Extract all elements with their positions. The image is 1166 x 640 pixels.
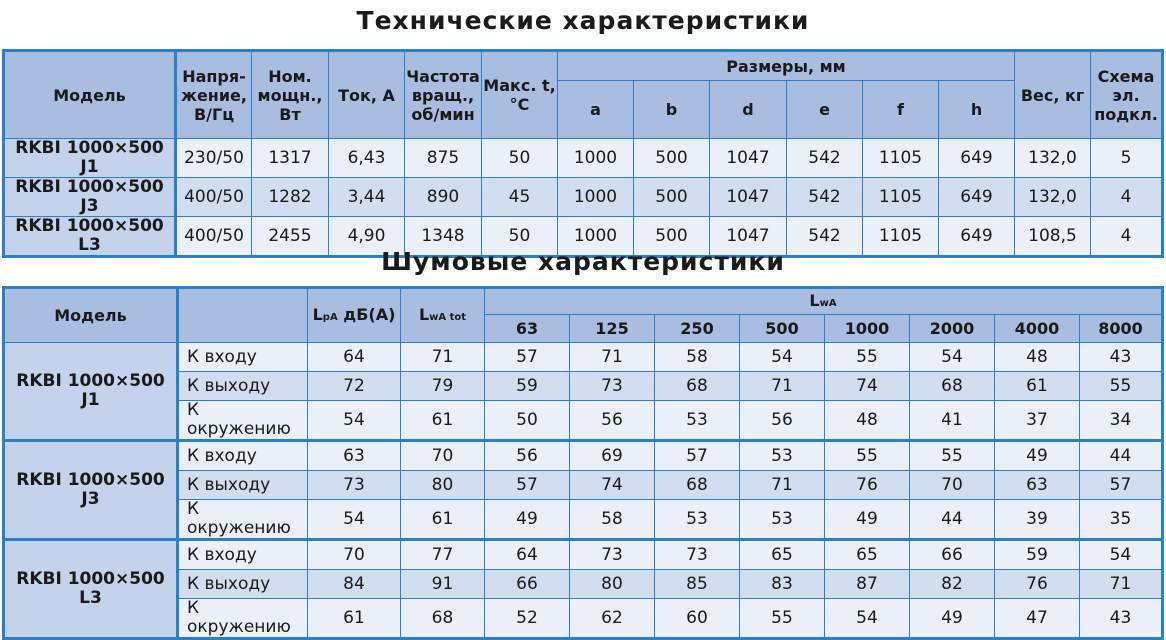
value-cell: 649 bbox=[939, 217, 1015, 257]
table-row bbox=[4, 500, 1163, 540]
value-cell: 4,90 bbox=[329, 217, 405, 257]
value-cell: 48 bbox=[825, 401, 910, 441]
value-cell: 71 bbox=[740, 372, 825, 401]
direction-cell: К выходу bbox=[178, 372, 308, 401]
header-freq: 1000 bbox=[825, 315, 910, 343]
value-cell: 76 bbox=[825, 471, 910, 500]
value-cell: 72 bbox=[308, 372, 401, 401]
value-cell: 43 bbox=[1080, 343, 1163, 372]
value-cell: 60 bbox=[655, 599, 740, 639]
noise-title: Шумовые характеристики bbox=[381, 247, 785, 276]
value-cell: 39 bbox=[995, 500, 1080, 540]
value-cell: 52 bbox=[485, 599, 570, 639]
value-cell: 77 bbox=[401, 540, 485, 570]
table-row bbox=[4, 471, 1163, 500]
table-row bbox=[4, 372, 1163, 401]
value-cell: 61 bbox=[308, 599, 401, 639]
value-cell: 45 bbox=[482, 178, 558, 217]
value-cell: 68 bbox=[655, 372, 740, 401]
header-model: Модель bbox=[4, 51, 176, 139]
header-freq: 250 bbox=[655, 315, 740, 343]
value-cell: 65 bbox=[740, 540, 825, 570]
value-cell: 542 bbox=[787, 139, 863, 178]
value-cell: 54 bbox=[1080, 540, 1163, 570]
header-model: Модель bbox=[4, 288, 178, 343]
value-cell: 84 bbox=[308, 570, 401, 599]
value-cell: 73 bbox=[570, 372, 655, 401]
value-cell: 49 bbox=[995, 441, 1080, 471]
direction-cell: К окружению bbox=[178, 401, 308, 441]
table-row bbox=[4, 178, 1163, 217]
value-cell: 35 bbox=[1080, 500, 1163, 540]
direction-cell: К входу bbox=[178, 441, 308, 471]
value-cell: 649 bbox=[939, 139, 1015, 178]
value-cell: 49 bbox=[485, 500, 570, 540]
model-cell: RKBI 1000×500 J1 bbox=[4, 343, 178, 441]
value-cell: 63 bbox=[308, 441, 401, 471]
value-cell: 57 bbox=[485, 343, 570, 372]
value-cell: 54 bbox=[825, 599, 910, 639]
value-cell: 50 bbox=[482, 217, 558, 257]
value-cell: 4 bbox=[1091, 178, 1163, 217]
tech-table bbox=[2, 49, 1164, 258]
value-cell: 132,0 bbox=[1015, 139, 1091, 178]
lpa-unit: дБ(А) bbox=[337, 304, 396, 324]
value-cell: 71 bbox=[401, 343, 485, 372]
value-cell: 85 bbox=[655, 570, 740, 599]
tech-title: Технические характеристики bbox=[356, 6, 810, 35]
table-row bbox=[4, 441, 1163, 471]
header-freq: 63 bbox=[485, 315, 570, 343]
value-cell: 37 bbox=[995, 401, 1080, 441]
value-cell: 500 bbox=[634, 217, 710, 257]
value-cell: 48 bbox=[995, 343, 1080, 372]
value-cell: 71 bbox=[1080, 570, 1163, 599]
value-cell: 875 bbox=[405, 139, 482, 178]
value-cell: 54 bbox=[308, 500, 401, 540]
value-cell: 68 bbox=[910, 372, 995, 401]
value-cell: 500 bbox=[634, 178, 710, 217]
value-cell: 74 bbox=[570, 471, 655, 500]
value-cell: 1000 bbox=[558, 178, 634, 217]
header-a: a bbox=[558, 81, 634, 139]
header-scheme: Схема эл. подкл. bbox=[1091, 51, 1163, 139]
value-cell: 1282 bbox=[252, 178, 329, 217]
value-cell: 230/50 bbox=[176, 139, 252, 178]
table-row bbox=[4, 139, 1163, 178]
value-cell: 55 bbox=[740, 599, 825, 639]
header-dims: Размеры, мм bbox=[558, 51, 1015, 81]
value-cell: 59 bbox=[995, 540, 1080, 570]
value-cell: 55 bbox=[910, 441, 995, 471]
value-cell: 1047 bbox=[710, 139, 787, 178]
value-cell: 68 bbox=[401, 599, 485, 639]
value-cell: 74 bbox=[825, 372, 910, 401]
value-cell: 82 bbox=[910, 570, 995, 599]
header-voltage: Напря-жение, В/Гц bbox=[176, 51, 252, 139]
value-cell: 1348 bbox=[405, 217, 482, 257]
value-cell: 2455 bbox=[252, 217, 329, 257]
value-cell: 54 bbox=[740, 343, 825, 372]
header-power: Ном. мощн., Вт bbox=[252, 51, 329, 139]
value-cell: 66 bbox=[910, 540, 995, 570]
table-row bbox=[4, 401, 1163, 441]
direction-cell: К выходу bbox=[178, 471, 308, 500]
header-lwatot bbox=[401, 288, 485, 343]
value-cell: 53 bbox=[740, 500, 825, 540]
value-cell: 890 bbox=[405, 178, 482, 217]
value-cell: 50 bbox=[482, 139, 558, 178]
value-cell: 79 bbox=[401, 372, 485, 401]
value-cell: 56 bbox=[485, 441, 570, 471]
value-cell: 73 bbox=[570, 540, 655, 570]
value-cell: 73 bbox=[655, 540, 740, 570]
value-cell: 1000 bbox=[558, 217, 634, 257]
lpa-l: L bbox=[312, 304, 323, 324]
value-cell: 58 bbox=[655, 343, 740, 372]
header-freq: 500 bbox=[740, 315, 825, 343]
value-cell: 57 bbox=[1080, 471, 1163, 500]
header-weight: Вес, кг bbox=[1015, 51, 1091, 139]
value-cell: 66 bbox=[485, 570, 570, 599]
model-cell: RKBI 1000×500 J3 bbox=[4, 178, 176, 217]
value-cell: 6,43 bbox=[329, 139, 405, 178]
value-cell: 1105 bbox=[863, 178, 939, 217]
header-d: d bbox=[710, 81, 787, 139]
value-cell: 49 bbox=[825, 500, 910, 540]
header-direction bbox=[178, 288, 308, 343]
value-cell: 64 bbox=[308, 343, 401, 372]
value-cell: 56 bbox=[740, 401, 825, 441]
lpa-sub: pA bbox=[322, 311, 338, 323]
value-cell: 71 bbox=[740, 471, 825, 500]
value-cell: 649 bbox=[939, 178, 1015, 217]
value-cell: 1105 bbox=[863, 217, 939, 257]
lwa-sub: wA bbox=[819, 297, 837, 309]
direction-cell: К окружению bbox=[178, 500, 308, 540]
value-cell: 87 bbox=[825, 570, 910, 599]
direction-cell: К выходу bbox=[178, 570, 308, 599]
direction-cell: К входу bbox=[178, 343, 308, 372]
value-cell: 50 bbox=[485, 401, 570, 441]
value-cell: 44 bbox=[1080, 441, 1163, 471]
header-freq: 8000 bbox=[1080, 315, 1163, 343]
value-cell: 53 bbox=[655, 500, 740, 540]
value-cell: 80 bbox=[401, 471, 485, 500]
header-freq: 2000 bbox=[910, 315, 995, 343]
value-cell: 54 bbox=[910, 343, 995, 372]
header-maxt: Макс. t, °С bbox=[482, 51, 558, 139]
header-speed: Частота вращ., об/мин bbox=[405, 51, 482, 139]
value-cell: 1105 bbox=[863, 139, 939, 178]
header-e: e bbox=[787, 81, 863, 139]
value-cell: 61 bbox=[401, 500, 485, 540]
value-cell: 400/50 bbox=[176, 217, 252, 257]
value-cell: 71 bbox=[570, 343, 655, 372]
value-cell: 58 bbox=[570, 500, 655, 540]
value-cell: 57 bbox=[655, 441, 740, 471]
value-cell: 1047 bbox=[710, 178, 787, 217]
model-cell: RKBI 1000×500 L3 bbox=[4, 540, 178, 639]
value-cell: 68 bbox=[655, 471, 740, 500]
value-cell: 69 bbox=[570, 441, 655, 471]
value-cell: 542 bbox=[787, 217, 863, 257]
header-lpa bbox=[308, 288, 401, 343]
header-freq: 4000 bbox=[995, 315, 1080, 343]
value-cell: 47 bbox=[995, 599, 1080, 639]
value-cell: 542 bbox=[787, 178, 863, 217]
lwatot-l: L bbox=[418, 304, 430, 324]
value-cell: 34 bbox=[1080, 401, 1163, 441]
lwa-l: L bbox=[809, 290, 820, 310]
value-cell: 3,44 bbox=[329, 178, 405, 217]
table-row bbox=[4, 570, 1163, 599]
value-cell: 70 bbox=[910, 471, 995, 500]
lwatot-sub: wA tot bbox=[429, 311, 467, 323]
value-cell: 83 bbox=[740, 570, 825, 599]
value-cell: 55 bbox=[825, 343, 910, 372]
model-cell: RKBI 1000×500 L3 bbox=[4, 217, 176, 257]
header-b: b bbox=[634, 81, 710, 139]
value-cell: 76 bbox=[995, 570, 1080, 599]
value-cell: 62 bbox=[570, 599, 655, 639]
noise-table bbox=[2, 286, 1164, 640]
value-cell: 80 bbox=[570, 570, 655, 599]
value-cell: 70 bbox=[401, 441, 485, 471]
value-cell: 57 bbox=[485, 471, 570, 500]
value-cell: 61 bbox=[995, 372, 1080, 401]
value-cell: 56 bbox=[570, 401, 655, 441]
header-lwa bbox=[485, 288, 1163, 315]
value-cell: 63 bbox=[995, 471, 1080, 500]
value-cell: 59 bbox=[485, 372, 570, 401]
value-cell: 43 bbox=[1080, 599, 1163, 639]
value-cell: 500 bbox=[634, 139, 710, 178]
value-cell: 53 bbox=[655, 401, 740, 441]
value-cell: 91 bbox=[401, 570, 485, 599]
value-cell: 4 bbox=[1091, 217, 1163, 257]
value-cell: 70 bbox=[308, 540, 401, 570]
value-cell: 1047 bbox=[710, 217, 787, 257]
header-freq: 125 bbox=[570, 315, 655, 343]
value-cell: 64 bbox=[485, 540, 570, 570]
direction-cell: К входу bbox=[178, 540, 308, 570]
value-cell: 1000 bbox=[558, 139, 634, 178]
header-current: Ток, А bbox=[329, 51, 405, 139]
table-row bbox=[4, 599, 1163, 639]
value-cell: 1317 bbox=[252, 139, 329, 178]
value-cell: 49 bbox=[910, 599, 995, 639]
value-cell: 132,0 bbox=[1015, 178, 1091, 217]
header-h: h bbox=[939, 81, 1015, 139]
table-row bbox=[4, 540, 1163, 570]
value-cell: 65 bbox=[825, 540, 910, 570]
table-row bbox=[4, 343, 1163, 372]
model-cell: RKBI 1000×500 J1 bbox=[4, 139, 176, 178]
value-cell: 55 bbox=[1080, 372, 1163, 401]
value-cell: 61 bbox=[401, 401, 485, 441]
value-cell: 55 bbox=[825, 441, 910, 471]
value-cell: 73 bbox=[308, 471, 401, 500]
value-cell: 44 bbox=[910, 500, 995, 540]
value-cell: 5 bbox=[1091, 139, 1163, 178]
value-cell: 53 bbox=[740, 441, 825, 471]
header-f: f bbox=[863, 81, 939, 139]
model-cell: RKBI 1000×500 J3 bbox=[4, 441, 178, 540]
direction-cell: К окружению bbox=[178, 599, 308, 639]
value-cell: 108,5 bbox=[1015, 217, 1091, 257]
value-cell: 41 bbox=[910, 401, 995, 441]
value-cell: 400/50 bbox=[176, 178, 252, 217]
value-cell: 54 bbox=[308, 401, 401, 441]
